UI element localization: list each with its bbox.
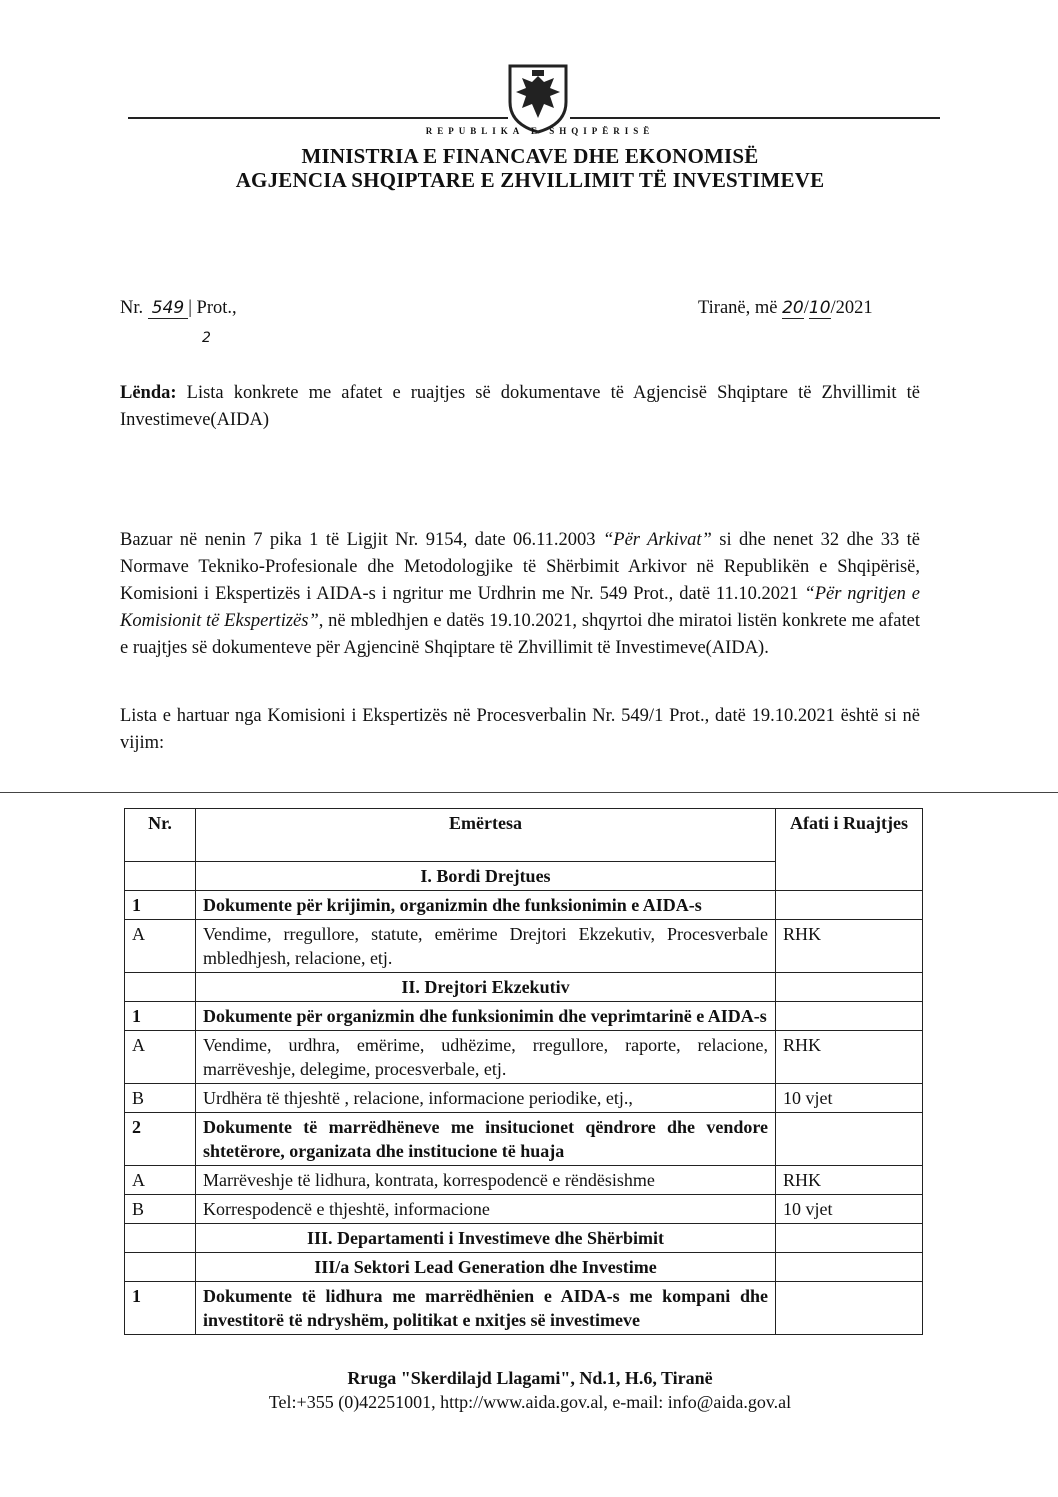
page-divider [0,792,1058,793]
body-paragraph-1 [120,527,920,662]
table-row-group [125,1282,923,1335]
p1-order-title: “Për ngritjen e Komisionit të Ekspertizës” [120,584,921,631]
header-name: Emërtesa [196,809,776,862]
date-year: /2021 [830,298,873,318]
nr-handwritten: 549 [148,298,188,319]
header-nr: Nr. [125,809,196,862]
place-date: Tiranë, më 20/10/2021 [698,298,873,318]
row-nr: 1 [125,1282,196,1335]
row-name: Dokumente të marrëdhëneve me insitucionet qëndrore dhe vendore shtetërore, organizata dhe institucione të huaja [196,1113,776,1166]
nr-label: Nr. [120,298,144,318]
row-nr: B [125,1084,196,1113]
table-row-item [125,1084,923,1113]
row-name: Dokumente për organizmin dhe funksionimin dhe veprimtarinë e AIDA-s [196,1002,776,1031]
row-term [776,1282,923,1335]
row-nr: A [125,920,196,973]
protocol-number: Nr. 549 | Prot., [120,298,237,318]
section-title: I. Bordi Drejtues [196,862,776,891]
row-term: RHK [776,920,923,973]
row-nr: B [125,1195,196,1224]
row-name: Dokumente të lidhura me marrëdhënien e AIDA-s me kompani dhe investitorë të ndryshëm, politikat e nxitjes së investimeve [196,1282,776,1335]
date-month: 10 [808,298,831,318]
row-nr: 1 [125,1002,196,1031]
row-term [776,1113,923,1166]
row-name: Urdhëra të thjeshtë , relacione, informacione periodike, etj., [196,1084,776,1113]
p1-part-c: si dhe nenet 32 dhe 33 të Normave Tekniko-Profesionale dhe Metodologjike të Shërbimit Arkivor në Republikën e Shqipërisë, Komisioni i Ekspertizës i AIDA-s i ngritur me Urdhrin me Nr. 549 Prot., datë 11.10.2021 [120,530,920,604]
nr-sub-handwritten: 2 [202,330,211,346]
row-term: 10 vjet [776,1084,923,1113]
row-name: Vendime, rregullore, statute, emërime Drejtori Ekzekutiv, Procesverbale mbledhjesh, relacione, etj. [196,920,776,973]
row-term: RHK [776,1031,923,1084]
row-name: Dokumente për krijimin, organizmin dhe funksionimin e AIDA-s [196,891,776,920]
subject-label: Lënda: [120,383,177,403]
p1-part-e: , në mbledhjen e datës 19.10.2021, shqyrtoi dhe miratoi listën konkrete me afatet e ruajtjes së dokumenteve për Agjencinë Shqiptare të Zhvillimit të Investimeve(AIDA). [120,611,920,658]
footer-address: Rruga "Skerdilajd Llagami", Nd.1, H.6, Tiranë [347,1368,713,1388]
section-title: II. Drejtori Ekzekutiv [196,973,776,1002]
city-label: Tiranë, më [698,298,778,318]
table-row-group [125,1113,923,1166]
row-name: Vendime, urdhra, emërime, udhëzime, rregullore, raporte, relacione, marrëveshje, delegime, procesverbale, etj. [196,1031,776,1084]
prot-label: Prot., [196,298,237,318]
row-name: Korrespodencë e thjeshtë, informacione [196,1195,776,1224]
date-day: 20 [782,298,804,318]
section-title: III/a Sektori Lead Generation dhe Investime [196,1253,776,1282]
p1-part-a: Bazuar në nenin 7 pika 1 të Ligjit Nr. 9154, date 06.11.2003 [120,530,603,550]
p1-law-title: “Për Arkivat” [602,530,712,550]
header-term: Afati i Ruajtjes [776,809,923,891]
ministry-title: MINISTRIA E FINANCAVE DHE EKONOMISË [301,144,759,168]
row-term [776,891,923,920]
subject [120,380,920,434]
table-row-group [125,1002,923,1031]
header-rule-left [128,117,508,119]
section-title: III. Departamenti i Investimeve dhe Shërbimit [196,1224,776,1253]
table-row-section [125,1224,923,1253]
row-term: 10 vjet [776,1195,923,1224]
row-nr: 2 [125,1113,196,1166]
table-row-group [125,891,923,920]
row-term [776,1002,923,1031]
footer-contact: Tel:+355 (0)42251001, http://www.aida.gov.al, e-mail: info@aida.gov.al [268,1392,792,1412]
retention-table [124,808,923,1335]
row-name: Marrëveshje të lidhura, kontrata, korrespodencë e rëndësishme [196,1166,776,1195]
table-row-section [125,1253,923,1282]
table-row-item [125,1166,923,1195]
table-header-row [125,809,923,862]
table-row-item [125,920,923,973]
row-nr: A [125,1166,196,1195]
agency-title: AGJENCIA SHQIPTARE E ZHVILLIMIT TË INVESTIMEVE [235,168,825,192]
subject-text: Lista konkrete me afatet e ruajtjes së dokumentave të Agjencisë Shqiptare të Zhvillimit të Investimeve(AIDA) [120,383,920,430]
row-term: RHK [776,1166,923,1195]
table-row-section [125,973,923,1002]
body-paragraph-2: Lista e hartuar nga Komisioni i Ekspertizës në Procesverbalin Nr. 549/1 Prot., datë 19.10.2021 është si në vijim: [120,706,920,753]
row-nr: A [125,1031,196,1084]
coat-of-arms-emblem [506,62,570,134]
republic-label: REPUBLIKA E SHQIPËRISË [425,126,655,136]
row-nr: 1 [125,891,196,920]
table-row-item [125,1195,923,1224]
header-rule-right [570,117,940,119]
table-row-item [125,1031,923,1084]
